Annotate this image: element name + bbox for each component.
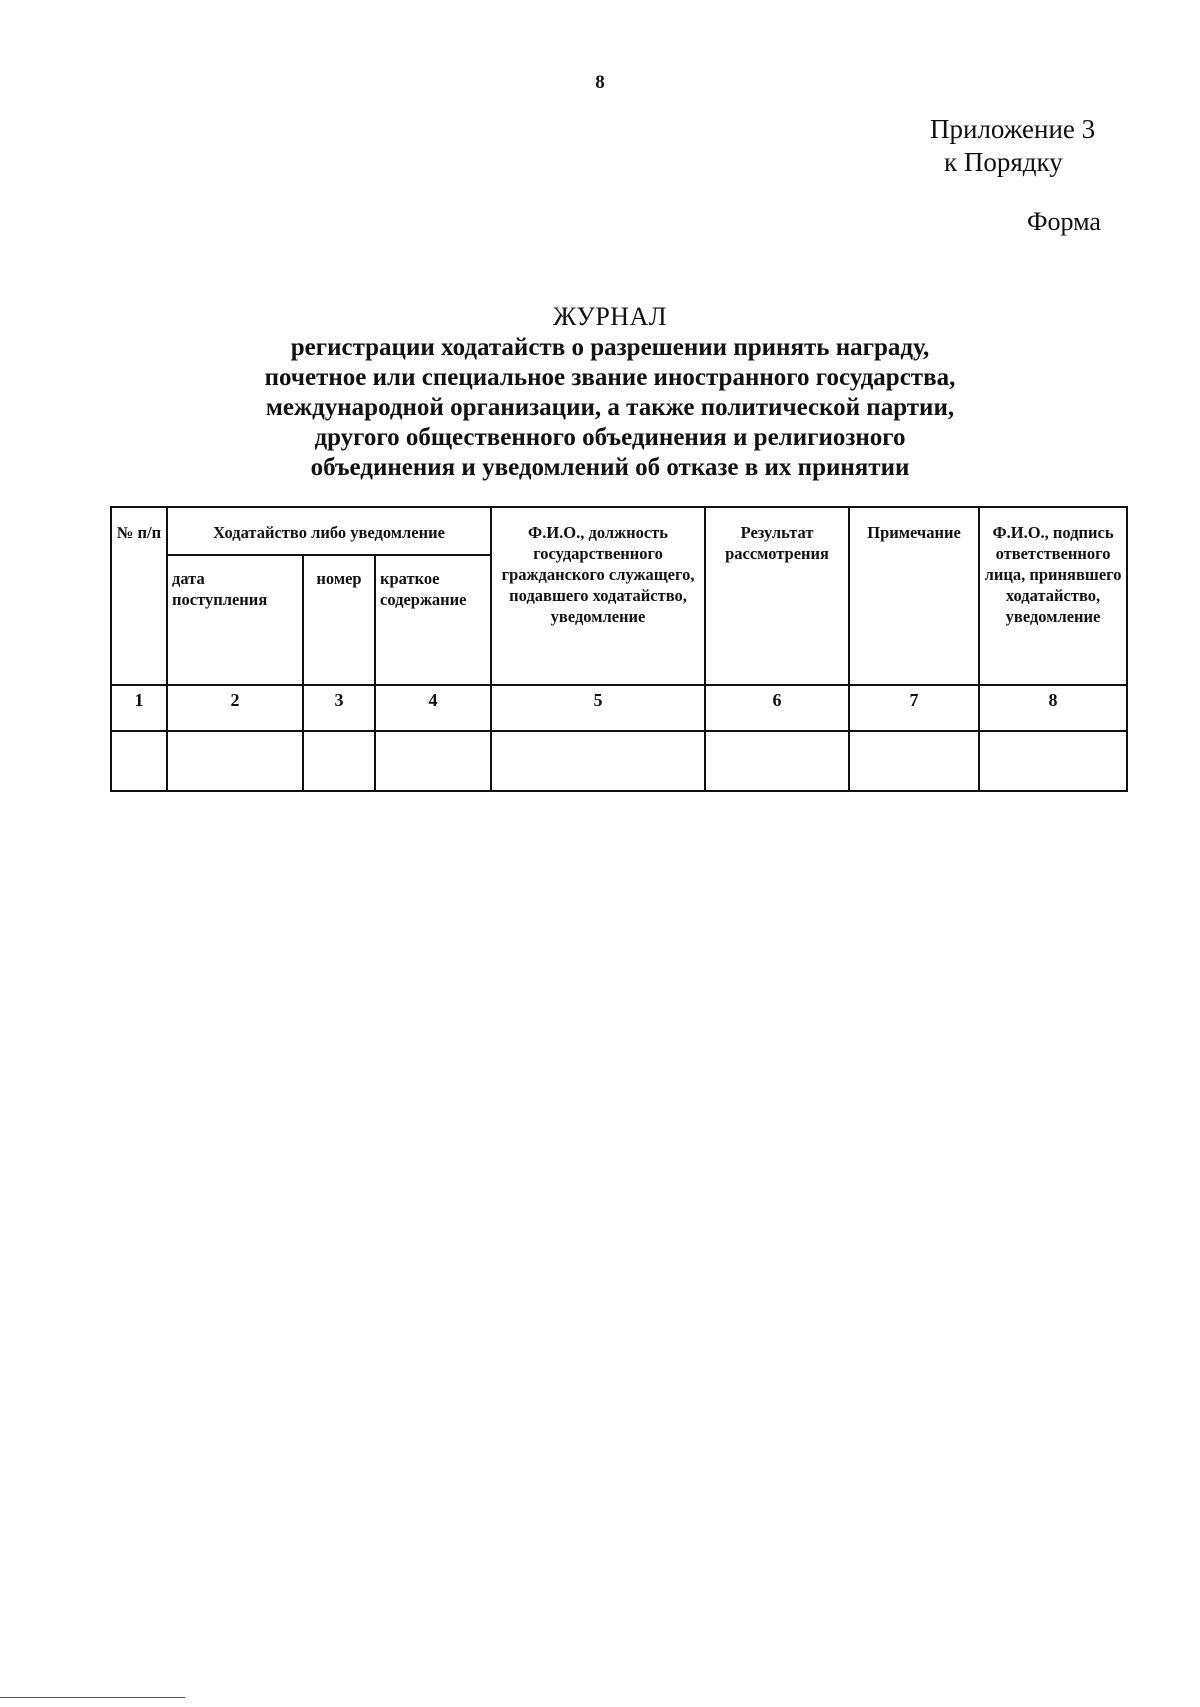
appendix-reference: к Порядку — [944, 147, 1063, 177]
empty-cell — [979, 731, 1127, 791]
document-title — [200, 300, 1020, 483]
journal-heading: ЖУРНАЛ — [553, 302, 667, 331]
empty-cell — [167, 731, 303, 791]
column-number: 3 — [303, 685, 375, 731]
column-number: 5 — [491, 685, 705, 731]
empty-cell — [375, 731, 491, 791]
column-number: 2 — [167, 685, 303, 731]
empty-cell — [705, 731, 849, 791]
header-row — [111, 507, 1127, 555]
header-result: Результат рассмотрения — [705, 507, 849, 685]
empty-cell — [491, 731, 705, 791]
title-line: объединения и уведомлений об отказе в их принятии — [310, 454, 910, 481]
journal-table — [110, 506, 1128, 792]
scan-edge-line — [0, 1697, 185, 1698]
column-number: 4 — [375, 685, 491, 731]
header-num: номер — [303, 555, 375, 685]
column-number: 1 — [111, 685, 167, 731]
header-responsible: Ф.И.О., подпись ответственного лица, принявшего ходатайство, уведомление — [979, 507, 1127, 685]
column-number: 6 — [705, 685, 849, 731]
empty-cell — [111, 731, 167, 791]
title-line: регистрации ходатайств о разрешении принять награду, — [290, 334, 930, 361]
header-petition-group: Ходатайство либо уведомление — [167, 507, 491, 555]
table-row — [111, 731, 1127, 791]
appendix-title: Приложение 3 — [930, 114, 1096, 144]
form-label: Форма — [1027, 207, 1101, 236]
page-number: 8 — [595, 72, 605, 93]
header-date: дата поступления — [167, 555, 303, 685]
column-numbers-row — [111, 685, 1127, 731]
header-summary: краткое содержание — [375, 555, 491, 685]
header-note: Примечание — [849, 507, 979, 685]
empty-cell — [849, 731, 979, 791]
column-number: 7 — [849, 685, 979, 731]
header-number: № п/п — [111, 507, 167, 685]
column-number: 8 — [979, 685, 1127, 731]
empty-cell — [303, 731, 375, 791]
title-line: другого общественного объединения и религиозного — [314, 424, 906, 451]
title-line: почетное или специальное звание иностранного государства, — [264, 364, 956, 391]
header-employee: Ф.И.О., должность государственного гражданского служащего, подавшего ходатайство, уведомление — [491, 507, 705, 685]
title-line: международной организации, а также политической партии, — [265, 394, 955, 421]
